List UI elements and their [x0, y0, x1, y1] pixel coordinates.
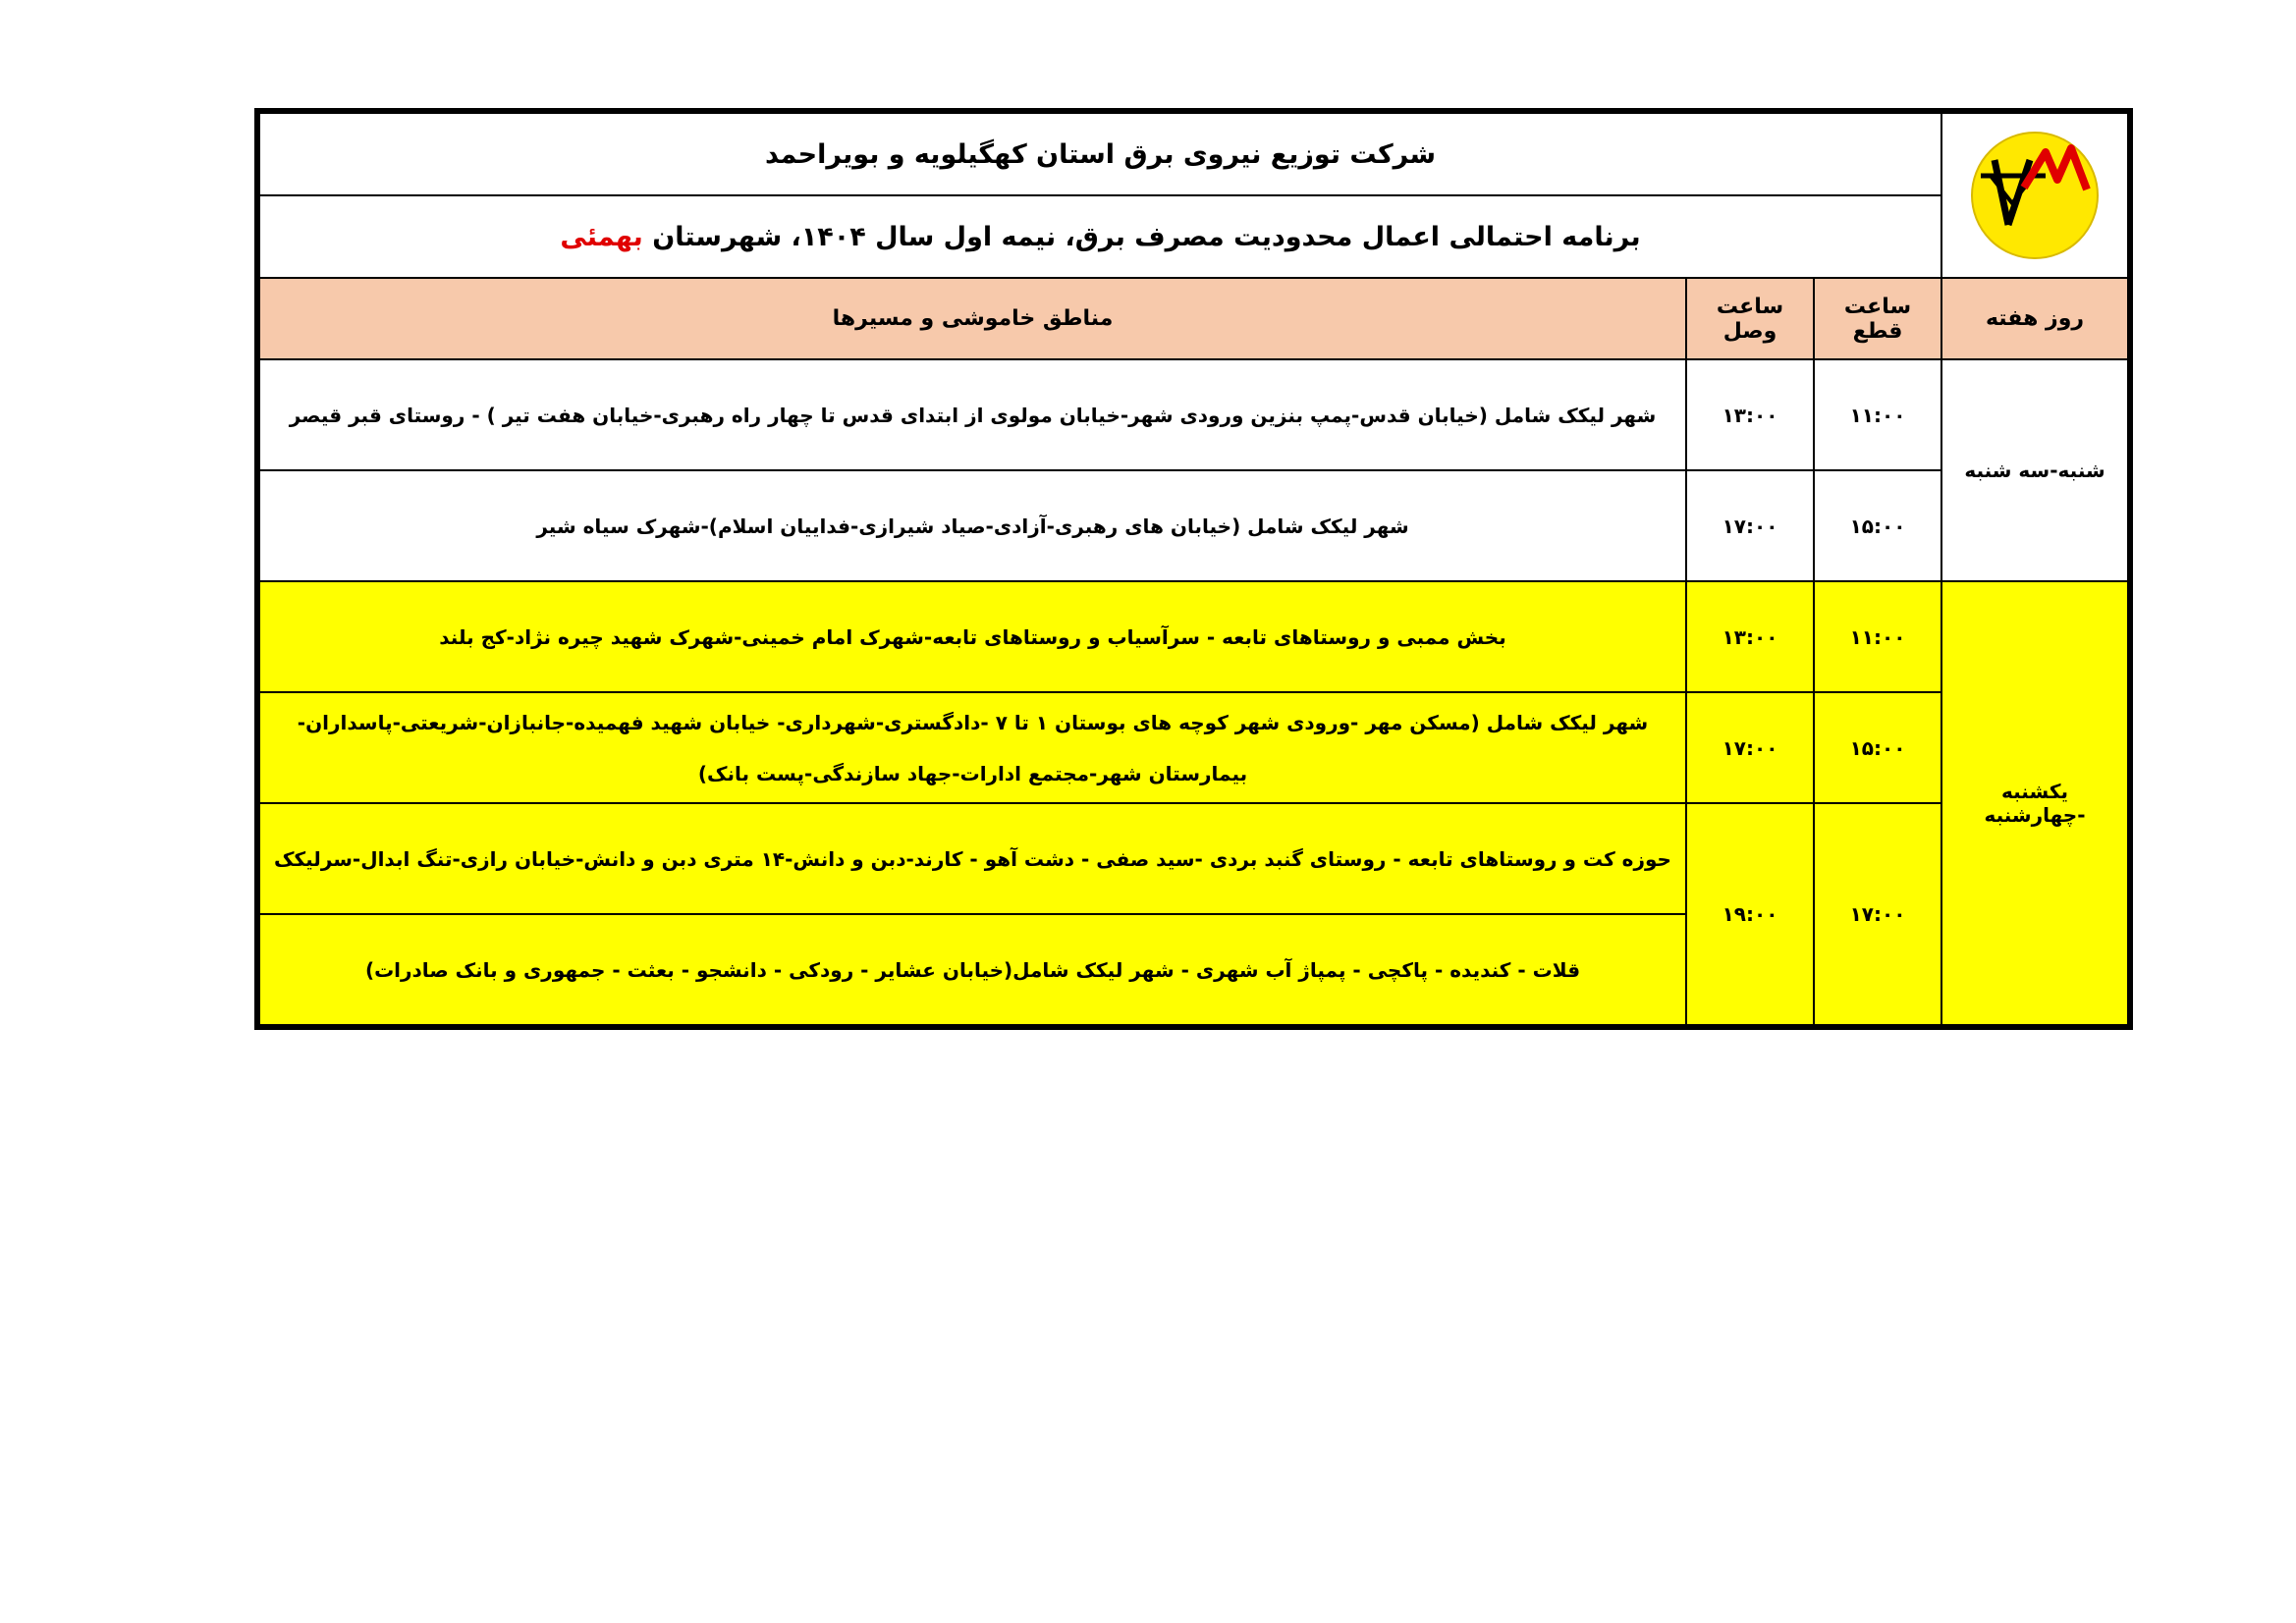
col-areas: مناطق خاموشی و مسیرها [259, 278, 1686, 359]
areas-cell: شهر لیکک شامل (خیابان های رهبری-آزادی-صیاد شیرازی-فداییان اسلام)-شهرک سیاه شیر [259, 470, 1686, 581]
schedule-sheet [254, 108, 2133, 1030]
column-header-row [259, 278, 2128, 359]
cut-time-cell: ۱۱:۰۰ [1814, 359, 1941, 470]
program-city: بهمئی [560, 221, 643, 252]
col-cut-time: ساعت قطع [1814, 278, 1941, 359]
connect-time-cell: ۱۹:۰۰ [1686, 803, 1814, 1025]
areas-cell: شهر لیکک شامل (خیابان قدس-پمپ بنزین ورودی شهر-خیابان مولوی از ابتدای قدس تا چهار راه رهبری-خیابان هفت تیر ) - روستای قبر قیصر [259, 359, 1686, 470]
table-row [259, 803, 2128, 914]
connect-time-cell: ۱۷:۰۰ [1686, 470, 1814, 581]
logo-cell [1941, 113, 2128, 278]
areas-cell: شهر لیکک شامل (مسکن مهر -ورودی شهر کوچه های بوستان ۱ تا ۷ -دادگستری-شهرداری- خیابان شهید فهمیده-جانبازان-شریعتی-پاسداران-بیمارستان شهر-مجتمع ادارات-جهاد سازندگی-پست بانک) [259, 692, 1686, 803]
program-row [259, 195, 2128, 278]
program-title-text: برنامه احتمالی اعمال محدودیت مصرف برق، نیمه اول سال ۱۴۰۴، شهرستان [642, 221, 1641, 252]
cut-time-cell: ۱۷:۰۰ [1814, 803, 1941, 1025]
connect-time-cell: ۱۳:۰۰ [1686, 581, 1814, 692]
day-cell: شنبه-سه شنبه [1941, 359, 2128, 581]
cut-time-cell: ۱۱:۰۰ [1814, 581, 1941, 692]
cut-time-cell: ۱۵:۰۰ [1814, 470, 1941, 581]
col-day: روز هفته [1941, 278, 2128, 359]
table-row [259, 581, 2128, 692]
connect-time-cell: ۱۳:۰۰ [1686, 359, 1814, 470]
table-row [259, 359, 2128, 470]
areas-cell: قلات - کندیده - پاکچی - پمپاژ آب شهری - شهر لیکک شامل(خیابان عشایر - رودکی - دانشجو - بعثت - جمهوری و بانک صادرات) [259, 914, 1686, 1025]
company-row [259, 113, 2128, 195]
col-connect-time: ساعت وصل [1686, 278, 1814, 359]
cut-time-cell: ۱۵:۰۰ [1814, 692, 1941, 803]
company-title: شرکت توزیع نیروی برق استان کهگیلویه و بویراحمد [259, 113, 1941, 195]
outage-schedule-table [258, 112, 2129, 1026]
areas-cell: بخش ممبی و روستاهای تابعه - سرآسیاب و روستاهای تابعه-شهرک امام خمینی-شهرک شهید چیره نژاد-کج بلند [259, 581, 1686, 692]
table-row [259, 470, 2128, 581]
day-cell: یکشنبه -چهارشنبه [1941, 581, 2128, 1025]
company-logo-icon [1951, 119, 2118, 266]
program-title [259, 195, 1941, 278]
connect-time-cell: ۱۷:۰۰ [1686, 692, 1814, 803]
table-row [259, 692, 2128, 803]
areas-cell: حوزه کت و روستاهای تابعه - روستای گنبد بردی -سید صفی - دشت آهو - کارند-دبن و دانش-۱۴ متری دبن و دانش-خیابان رازی-تنگ ابدال-سرلیکک [259, 803, 1686, 914]
